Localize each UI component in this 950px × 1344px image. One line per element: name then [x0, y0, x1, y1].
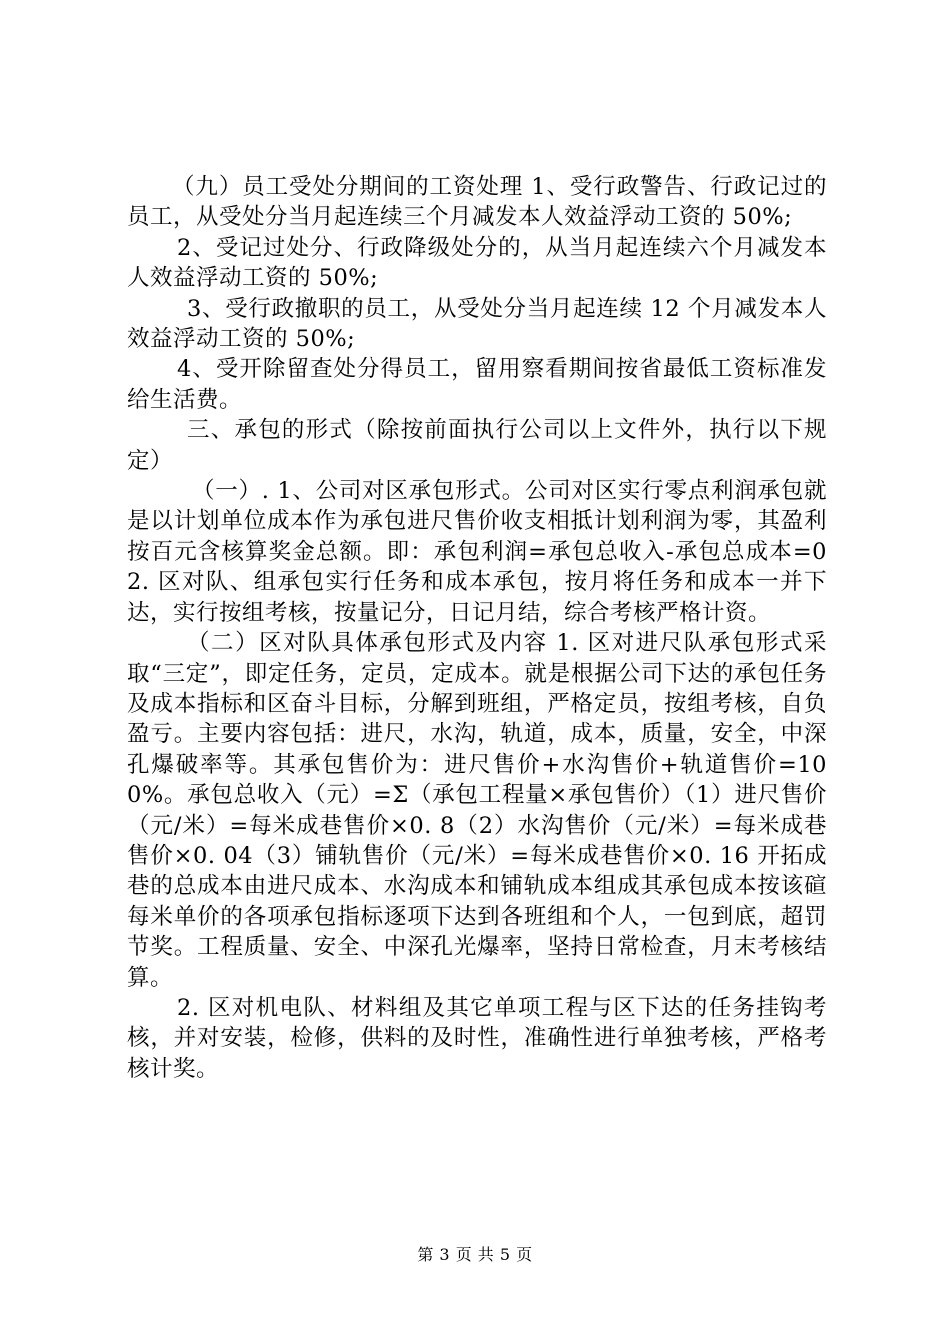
paragraph-probation: 4、受开除留查处分得员工，留用察看期间按省最低工资标准发给生活费。 — [127, 356, 827, 413]
paragraph-mechanical-team: 2. 区对机电队、材料组及其它单项工程与区下达的任务挂钩考核，并对安装，检修，供料的及时性，准确性进行单独考核，严格考核计奖。 — [127, 994, 827, 1082]
paragraph-company-contract: （一）. 1、公司对区承包形式。公司对区实行零点利润承包就是以计划单位成本作为承包进尺售价收支相抵计划利润为零，其盈利按百元含核算奖金总额。即：承包利润=承包总收入-承包总成本=02. 区对队、组承包实行任务和成本承包，按月将任务和成本一并下达，实行按组考核，按量记分，日记月结，综合考核严格计资。 — [127, 478, 827, 626]
paragraph-team-contract: （二）区对队具体承包形式及内容 1. 区对进尺队承包形式采取“三定”，即定任务，定员，定成本。就是根据公司下达的承包任务及成本指标和区奋斗目标，分解到班组，严格定员，按组考核，自负盈亏。主要内容包括：进尺，水沟，轨道，成本，质量，安全，中深孔爆破率等。其承包售价为：进尺售价+水沟售价+轨道售价=100%。承包总收入（元）=Σ（承包工程量×承包售价）（1）进尺售价（元/米）=每米成巷售价×0. 8（2）水沟售价（元/米）=每米成巷售价×0. 04（3）铺轨售价（元/米）=每米成巷售价×0. 16 开拓成巷的总成本由进尺成本、水沟成本和铺轨成本组成其承包成本按该碹每米单价的各项承包指标逐项下达到各班组和个人，一包到底，超罚节奖。工程质量、安全、中深孔光爆率，坚持日常检查，月末考核结算。 — [127, 630, 827, 991]
document-body — [127, 172, 827, 1084]
paragraph-salary-during-discipline: （九）员工受处分期间的工资处理 1、受行政警告、行政记过的员工，从受处分当月起连续三个月减发本人效益浮动工资的 50%; — [127, 174, 827, 231]
page-number-footer: 第 3 页 共 5 页 — [417, 1245, 533, 1264]
section-heading-contract-forms: 三、承包的形式（除按前面执行公司以上文件外，执行以下规定） — [127, 417, 827, 474]
paragraph-dismissal-from-post: 3、受行政撤职的员工，从受处分当月起连续 12 个月减发本人效益浮动工资的 50%; — [127, 295, 827, 353]
paragraph-demotion: 2、受记过处分、行政降级处分的，从当月起连续六个月减发本人效益浮动工资的 50%; — [127, 234, 827, 292]
